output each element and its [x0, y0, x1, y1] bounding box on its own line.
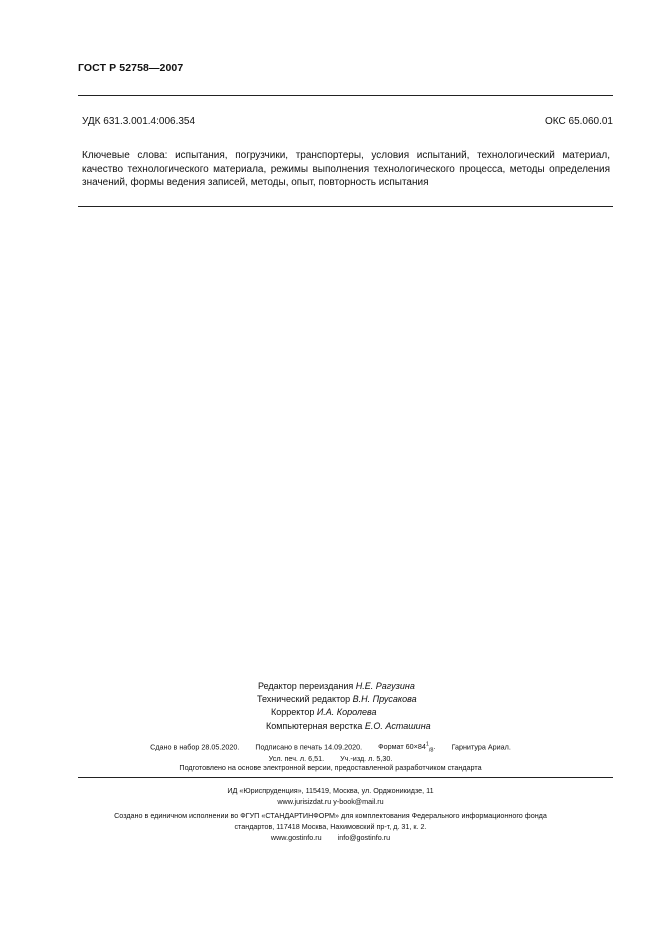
proofreader-credit: [200, 706, 530, 719]
tech-editor-name: В.Н. Прусакова: [352, 694, 417, 705]
tech-editor-label: Технический редактор: [257, 694, 351, 705]
format-text: [378, 742, 436, 754]
publisher-address: ИД «Юриспруденция», 115419, Москва, ул. Орджоникидзе, 11: [227, 786, 434, 795]
publisher-contacts: www.jurisizdat.ru y-book@mail.ru: [277, 797, 384, 806]
producer-email[interactable]: info@gostinfo.ru: [337, 833, 391, 842]
format-prefix: Формат 60×84: [378, 742, 426, 752]
tech-editor-credit: [200, 693, 530, 706]
publisher-sheets: Уч.-изд. л. 5,30.: [340, 754, 393, 763]
standard-number: ГОСТ Р 52758—2007: [78, 62, 184, 74]
editor-name: Н.Е. Рагузина: [355, 681, 415, 691]
divider-top: [78, 95, 613, 96]
format-suffix: .: [433, 742, 436, 752]
credits-block: [200, 680, 530, 733]
proofreader-label: Корректор: [271, 707, 315, 718]
layout-credit: [200, 720, 530, 733]
keywords-paragraph: Ключевые слова: испытания, погрузчики, транспортеры, условия испытаний, технологический материал, качество технологического материала, режимы выполнения технологического процесса, методы определения значений, формы ведения записей, методы, опыт, повторность испытания: [82, 150, 610, 188]
prepared-note: Подготовлено на основе электронной версии, предоставленной разработчиком стандарта: [179, 763, 482, 772]
format-sup: 1: [425, 742, 429, 748]
producer-line-1: Создано в единичном исполнении во ФГУП «СТАНДАРТИНФОРМ» для комплектования Федерального информационного фонда: [114, 811, 547, 820]
producer-website[interactable]: www.gostinfo.ru: [270, 833, 322, 842]
typeface: Гарнитура Ариал.: [451, 742, 511, 752]
submitted-date: Сдано в набор 28.05.2020.: [150, 742, 240, 752]
producer-line-2: стандартов, 117418 Москва, Нахимовский пр-т, д. 31, к. 2.: [234, 822, 427, 831]
divider-bottom: [78, 777, 613, 778]
oks-code: ОКС 65.060.01: [545, 116, 613, 127]
producer-contacts: [60, 832, 601, 844]
printed-sheets: Усл. печ. л. 6,51.: [268, 754, 325, 763]
udk-code: УДК 631.3.001.4:006.354: [82, 116, 196, 127]
layout-name: Е.О. Асташина: [364, 720, 431, 731]
signed-date: Подписано в печать 14.09.2020.: [255, 742, 363, 752]
layout-label: Компьютерная верстка: [266, 720, 363, 731]
editor-credit: [200, 680, 530, 693]
editor-label: Редактор переиздания: [258, 681, 354, 691]
format-sub: /8: [428, 747, 434, 754]
divider-keywords: [78, 206, 613, 207]
proofreader-name: И.А. Королева: [316, 707, 377, 718]
